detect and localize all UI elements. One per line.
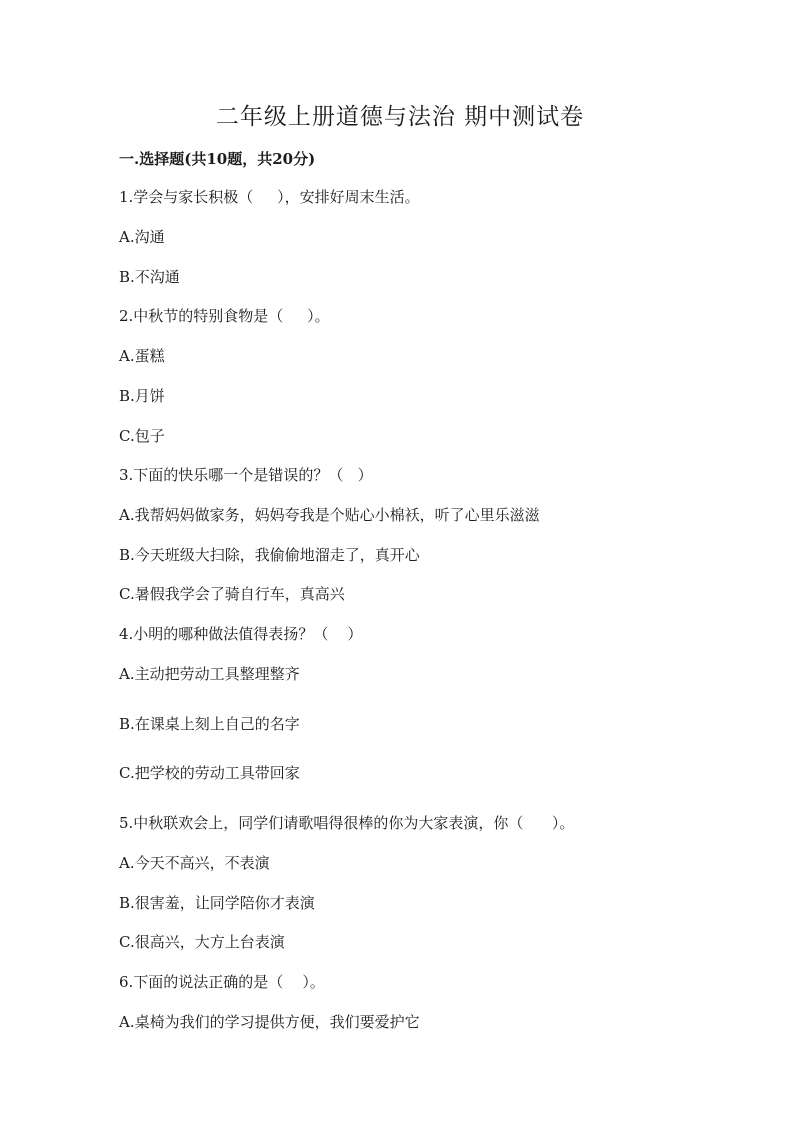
question-6: 6.下面的说法正确的是（ ）。: [119, 973, 325, 991]
option-4c: C.把学校的劳动工具带回家: [119, 764, 300, 782]
question-1: 1.学会与家长积极（ ），安排好周末生活。: [119, 188, 420, 206]
option-1a: A.沟通: [119, 228, 165, 246]
option-2c: C.包子: [119, 427, 165, 445]
option-5c: C.很高兴，大方上台表演: [119, 933, 285, 951]
option-3a: A.我帮妈妈做家务，妈妈夸我是个贴心小棉袄，听了心里乐滋滋: [119, 506, 540, 524]
option-2b: B.月饼: [119, 387, 165, 405]
option-6a: A.桌椅为我们的学习提供方便，我们要爱护它: [119, 1013, 420, 1031]
question-5: 5.中秋联欢会上，同学们请歌唱得很棒的你为大家表演，你（ ）。: [119, 814, 575, 832]
page-title: 二年级上册道德与法治 期中测试卷: [215, 104, 585, 130]
question-2: 2.中秋节的特别食物是（ ）。: [119, 307, 330, 325]
option-2a: A.蛋糕: [119, 347, 165, 365]
option-4a: A.主动把劳动工具整理整齐: [119, 665, 300, 683]
option-3b: B.今天班级大扫除，我偷偷地溜走了，真开心: [119, 546, 420, 564]
option-1b: B.不沟通: [119, 268, 180, 286]
option-3c: C.暑假我学会了骑自行车，真高兴: [119, 585, 345, 603]
question-4: 4.小明的哪种做法值得表扬？（ ）: [119, 625, 363, 643]
option-5b: B.很害羞，让同学陪你才表演: [119, 894, 315, 912]
option-5a: A.今天不高兴，不表演: [119, 854, 270, 872]
section-heading: 一.选择题(共10题，共20分): [119, 150, 316, 168]
question-3: 3.下面的快乐哪一个是错误的？（ ）: [119, 466, 373, 484]
option-4b: B.在课桌上刻上自己的名字: [119, 715, 300, 733]
